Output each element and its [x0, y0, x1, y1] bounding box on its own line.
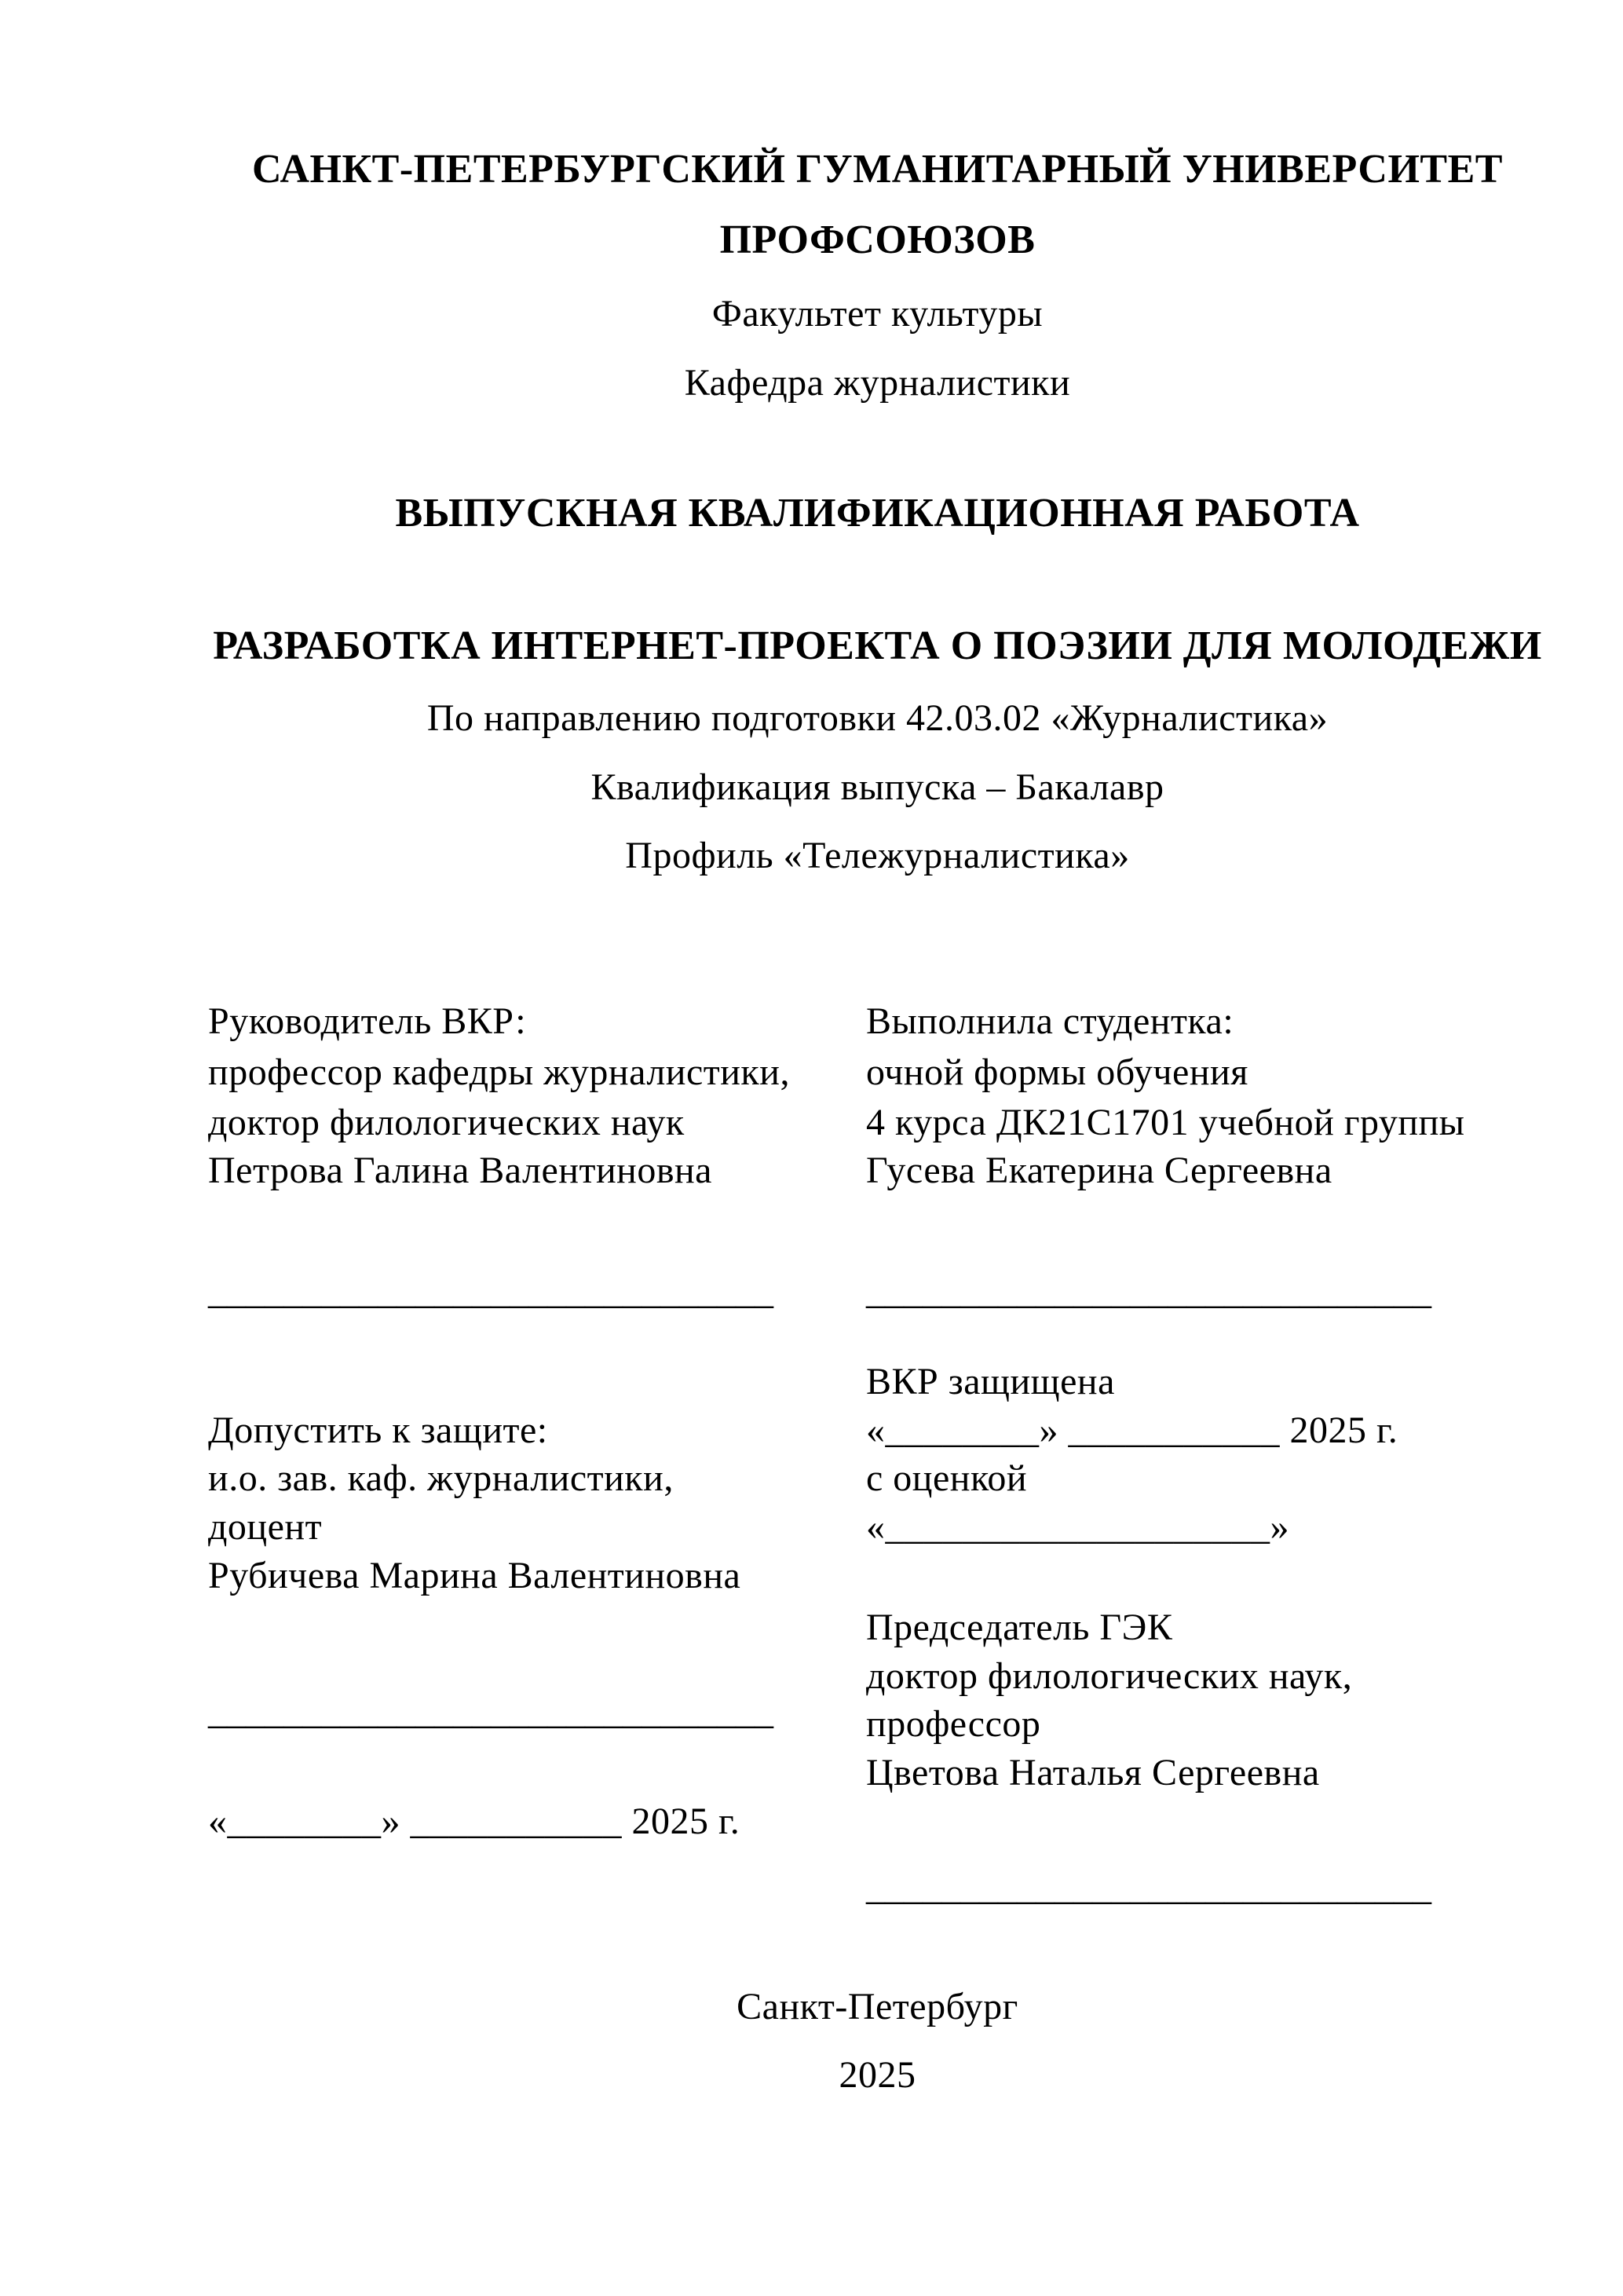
chairman-position-line: профессор: [866, 1703, 1041, 1745]
defense-grade-label: с оценкой: [866, 1457, 1028, 1499]
university-name-line2: ПРОФСОЮЗОВ: [719, 218, 1036, 262]
supervisor-heading: Руководитель ВКР:: [208, 1000, 527, 1042]
admission-position-line2: доцент: [208, 1506, 323, 1548]
year-line: 2025: [839, 2054, 916, 2096]
admission-heading: Допустить к защите:: [208, 1409, 548, 1451]
study-direction: По направлению подготовки 42.03.02 «Журналистика»: [426, 697, 1329, 739]
faculty-name: Факультет культуры: [711, 293, 1044, 335]
student-group-line: 4 курса ДК21С1701 учебной группы: [866, 1102, 1465, 1143]
supervisor-position-line1: профессор кафедры журналистики,: [208, 1051, 790, 1093]
qualification-line: Квалификация выпуска – Бакалавр: [590, 766, 1164, 808]
admission-date-line: «________» ___________ 2025 г.: [208, 1801, 740, 1842]
admission-signature-line: ______________________________: [208, 1691, 773, 1732]
admission-position-line1: и.о. зав. каф. журналистики,: [208, 1457, 674, 1499]
chairman-heading: Председатель ГЭК: [866, 1607, 1173, 1648]
student-heading: Выполнила студентка:: [866, 1000, 1234, 1042]
department-name: Кафедра журналистики: [684, 362, 1071, 404]
defense-status-line: ВКР защищена: [866, 1361, 1115, 1402]
chairman-signature-line: ______________________________: [866, 1866, 1431, 1908]
chairman-degree-line: доктор филологических наук,: [866, 1655, 1353, 1697]
profile-line: Профиль «Тележурналистика»: [625, 835, 1130, 876]
work-type-heading: ВЫПУСКНАЯ КВАЛИФИКАЦИОННАЯ РАБОТА: [395, 491, 1360, 536]
student-signature-line: ______________________________: [866, 1270, 1431, 1312]
city-line: Санкт-Петербург: [737, 1986, 1018, 2027]
supervisor-name: Петрова Галина Валентиновна: [208, 1150, 712, 1191]
supervisor-position-line2: доктор филологических наук: [208, 1102, 685, 1143]
admission-approver-name: Рубичева Марина Валентиновна: [208, 1555, 741, 1596]
student-study-form: очной формы обучения: [866, 1051, 1248, 1093]
defense-date-line: «________» ___________ 2025 г.: [866, 1409, 1398, 1451]
defense-grade-line: «____________________»: [866, 1506, 1289, 1548]
chairman-name: Цветова Наталья Сергеевна: [866, 1752, 1320, 1793]
thesis-title: РАЗРАБОТКА ИНТЕРНЕТ-ПРОЕКТА О ПОЭЗИИ ДЛЯ МОЛОДЕЖИ: [213, 623, 1542, 668]
supervisor-signature-line: ______________________________: [208, 1270, 773, 1312]
university-name-line1: САНКТ-ПЕТЕРБУРГСКИЙ ГУМАНИТАРНЫЙ УНИВЕРСИТЕТ: [252, 147, 1503, 192]
student-name: Гусева Екатерина Сергеевна: [866, 1150, 1332, 1191]
